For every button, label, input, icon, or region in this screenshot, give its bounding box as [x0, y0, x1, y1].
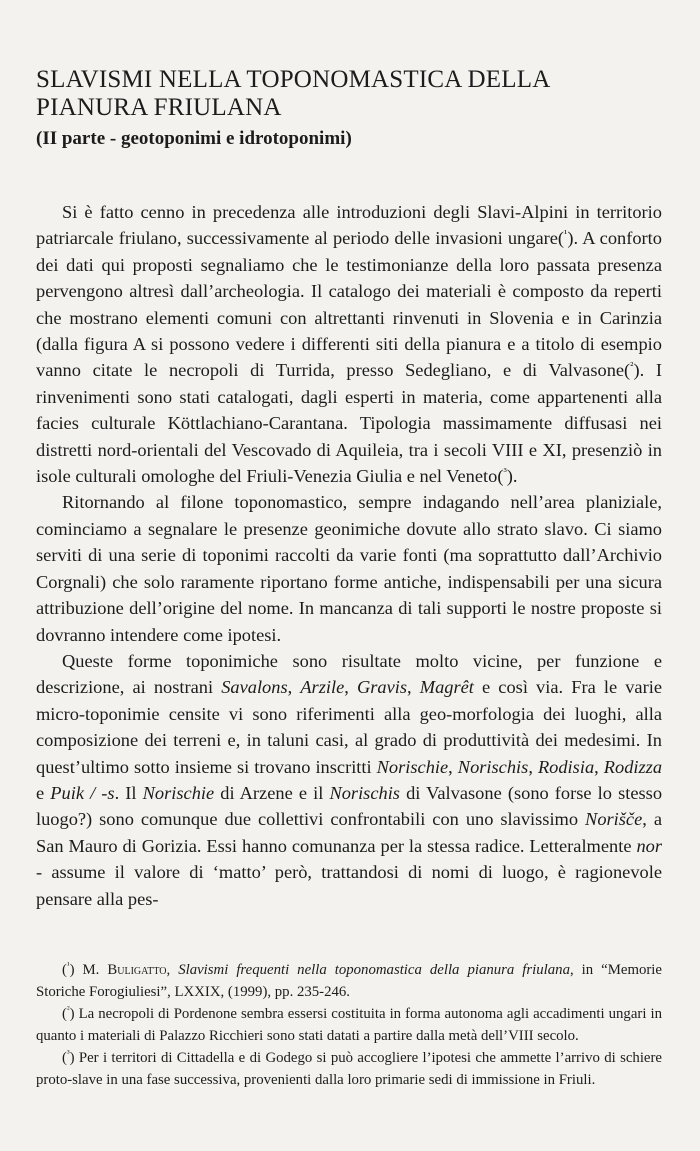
footnote-number: ¹ [66, 960, 70, 971]
title-line-1: SLAVISMI NELLA TOPONOMASTICA DELLA [36, 66, 551, 93]
paragraph-1 [36, 199, 662, 489]
p3-text: , [528, 756, 538, 777]
toponym: Norischis [329, 782, 400, 803]
toponym: Magrêt [419, 677, 474, 698]
article-body [36, 199, 662, 912]
p3-text: di Arzene e il [214, 782, 330, 803]
toponym: nor [636, 835, 662, 856]
toponym: Savalons [221, 677, 288, 698]
footnote-text: ) M. [69, 962, 108, 978]
p3-text: di Valvasone (sono forse lo stesso luogo?) sono comunque due collettivi confrontabili con uno slavissimo [36, 782, 663, 830]
p1-text: Si è fatto cenno in precedenza alle introduzioni degli Slavi-Alpini in territorio patriarcale friulano, successivamente al periodo delle invasioni ungare( [36, 202, 662, 249]
toponym: Gravis [356, 677, 408, 698]
p3-text: . Il [114, 782, 143, 803]
footnotes [36, 960, 662, 1092]
footnote-marker: ( [62, 1006, 67, 1022]
toponym: Rodisia [537, 756, 595, 777]
title-line-2: PIANURA FRIULANA [36, 94, 282, 121]
footnote-text: ) Per i territori di Cittadella e di Godego si può accogliere l’ipotesi che ammette l’arrivo di schiere proto-slave in una fase successiva, provenienti dalla loro primarie sedi di immissione in Friuli. [36, 1050, 662, 1088]
paragraph-3 [36, 648, 662, 912]
toponym: Arzile [300, 677, 345, 698]
footnote-ref-3: ³ [503, 465, 507, 478]
footnote-marker: ( [62, 962, 67, 978]
footnote-number: ² [66, 1004, 70, 1015]
article-title [36, 66, 656, 122]
p3-text: e [36, 782, 51, 803]
p1-text: ). [506, 466, 518, 487]
toponym: Norischis [457, 756, 529, 777]
footnote-ref-1: ¹ [564, 228, 568, 241]
p3-text: - assume il valore di ‘matto’ però, trattandosi di nomi di luogo, è ragionevole pensare alla pes- [36, 862, 662, 909]
toponym: Puik / -s [50, 782, 115, 803]
footnote-3 [36, 1048, 662, 1091]
p3-text: Queste forme toponimiche sono risultate molto vicine, per funzione e descrizione, ai nostrani [36, 650, 662, 698]
author-name: Buligatto [107, 962, 167, 978]
p3-text: , [594, 756, 604, 777]
footnote-text: , [166, 962, 179, 978]
toponym: Norischie [376, 756, 449, 777]
paragraph-2: Ritornando al filone toponomastico, sempre indagando nell’area planiziale, cominciamo a segnalare le presenze geonimiche dovute allo strato slavo. Ci siamo serviti di una serie di toponimi raccolti da varie fonti (ma soprattutto dall’Archivio Corgnali) che solo raramente riportano forme antiche, indispensabili per una sicura attribuzione dell’origine del nome. In mancanza di tali supporti le nostre proposte si dovranno intendere come ipotesi. [36, 492, 662, 645]
toponym: Norischie [142, 782, 215, 803]
footnote-text: , in “Memorie Storiche Forogiuliesi”, LXXIX, (1999), pp. 235-246. [36, 962, 662, 1000]
footnote-2 [36, 1004, 662, 1047]
footnote-marker: ( [62, 1050, 67, 1066]
p1-text: ). A conforto dei dati qui proposti segnaliamo che le testimonianze della loro passata presenza pervengono altresì dall’archeologia. Il catalogo dei materiali è composto da reperti che mostrano elementi comuni con altrettanti rinvenuti in Slovenia e in Carinzia (dalla figura A si possono vedere i differenti siti della pianura e a titolo di esempio vanno citate le necropoli di Turrida, presso Sedegliano, e di Valvasone( [36, 228, 662, 381]
footnote-text: ) La necropoli di Pordenone sembra essersi costituita in forma autonoma agli accadimenti ungari in quanto i materiali di Palazzo Ricchieri sono stati datati a partire dalla metà dell’VIII secolo. [36, 1006, 662, 1044]
article-subtitle: (II parte - geotoponimi e idrotoponimi) [36, 128, 352, 149]
p3-text: , [407, 677, 420, 698]
p3-text: , a San Mauro di Gorizia. Essi hanno comunanza per la stessa radice. Letteralmente [36, 809, 663, 856]
footnote-1 [36, 960, 662, 1003]
p3-text: e così via. Fra le varie micro-toponimie censite vi sono riferimenti alla geo-morfologia dei luoghi, alla composizione dei terreni e, in taluni casi, al grado di produttività dei medesimi. In quest’ultimo sotto insieme si trovano inscritti [36, 677, 662, 777]
p3-text: , [287, 677, 301, 698]
p1-text: ). I rinvenimenti sono stati catalogati, dagli esperti in materia, come appartenenti alla facies culturale Köttlachiano-Carantana. Tipologia massimamente diffusasi nei distretti nord-orientali del Vescovado di Aquileia, tra i secoli VIII e XI, presenziò in isole culturali omologhe del Friuli-Venezia Giulia e nel Veneto( [36, 360, 662, 487]
cited-title: Slavismi frequenti nella toponomastica della pianura friulana [178, 962, 570, 978]
p3-text: , [344, 677, 357, 698]
toponym: Norišče [585, 809, 643, 830]
footnote-ref-2: ² [630, 360, 634, 373]
p3-text: , [448, 756, 458, 777]
footnote-number: ³ [66, 1048, 70, 1059]
toponym: Rodizza [603, 756, 663, 777]
